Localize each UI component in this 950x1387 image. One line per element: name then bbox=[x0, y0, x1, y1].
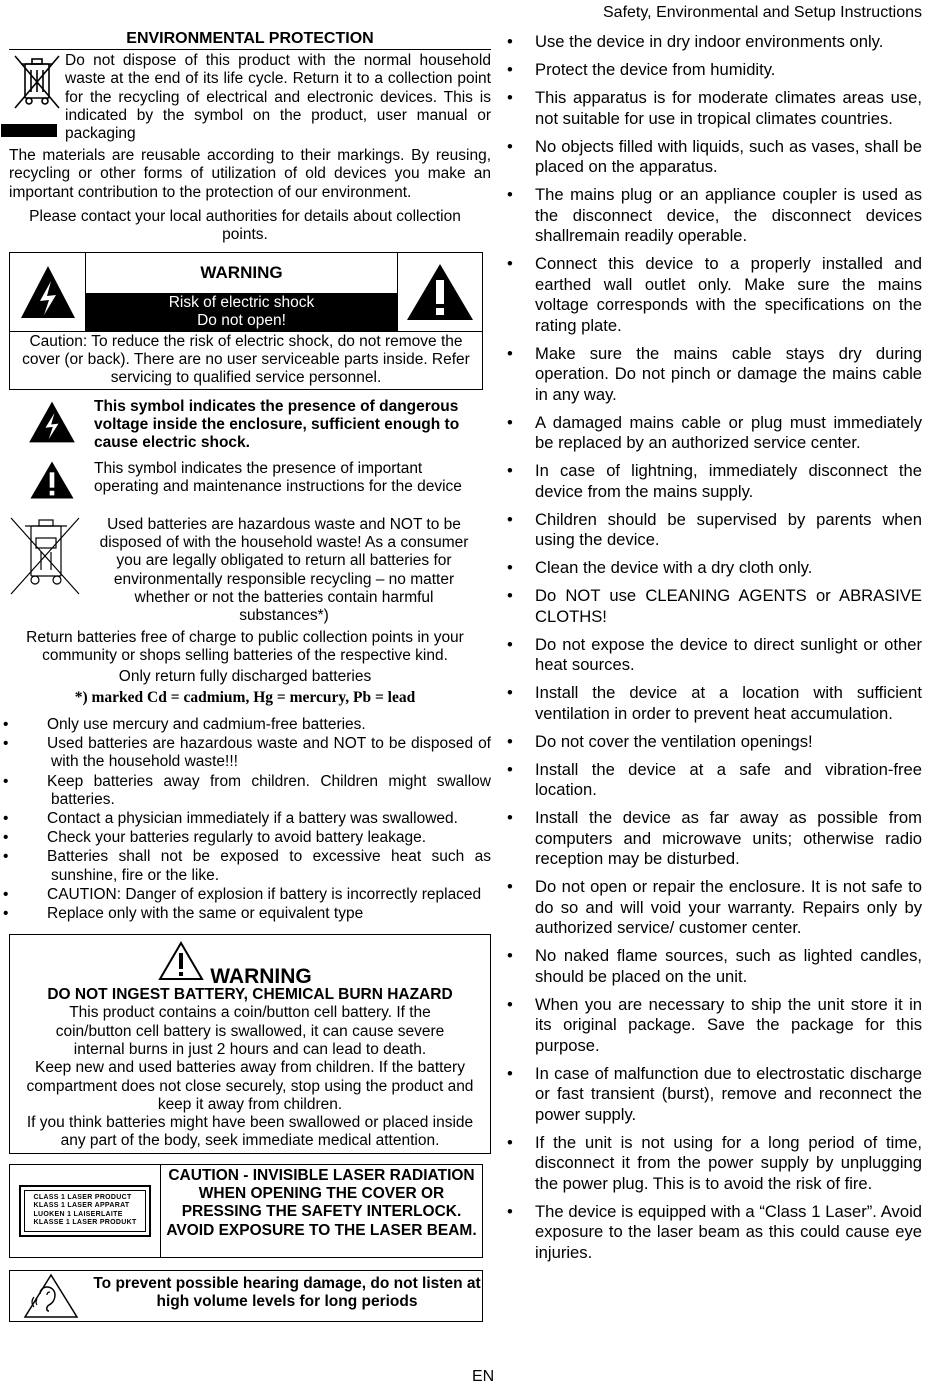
warning2-p1: This product contains a coin/button cell battery. If the coin/button cell battery is swallowed, it can cause severe internal burns in just 2 hours and can lead to death. bbox=[55, 1004, 445, 1058]
env-section bbox=[9, 52, 491, 144]
safety-bullet-item: • In case of lightning, immediately disconnect the device from the mains supply. bbox=[505, 461, 922, 502]
warning2-subtitle: DO NOT INGEST BATTERY, CHEMICAL BURN HAZARD bbox=[47, 986, 453, 1004]
battery-symbol-text: Used batteries are hazardous waste and NOT to be disposed of with the household waste! As a consumer you are legally obligated to return all batteries for environmentally responsible recycling – no matter whether or not the batteries contain harmful substances*) bbox=[99, 515, 469, 625]
battery-bullet-item: • Batteries shall not be exposed to excessive heat such as sunshine, fire or the like. bbox=[9, 848, 491, 885]
battery-return-text: Return batteries free of charge to public collection points in your community or shops selling batteries of the respective kind. bbox=[26, 628, 464, 664]
safety-bullet-item: • Protect the device from humidity. bbox=[505, 60, 922, 81]
safety-bullet-item: • A damaged mains cable or plug must immediately be replaced by an authorized service center. bbox=[505, 413, 922, 454]
env-title: ENVIRONMENTAL PROTECTION bbox=[9, 30, 491, 50]
safety-bullet-item: • Do not expose the device to direct sunlight or other heat sources. bbox=[505, 635, 922, 676]
ingest-battery-warning bbox=[9, 934, 491, 1154]
exclamation-outline-icon bbox=[158, 941, 204, 986]
battery-bullet-item: • Keep batteries away from children. Children might swallow batteries. bbox=[9, 773, 491, 810]
exclamation-triangle-icon bbox=[9, 460, 94, 500]
safety-bullet-item: • Install the device as far away as possible from computers and microwave units; otherwise radio reception may be disturbed. bbox=[505, 808, 922, 870]
left-column bbox=[9, 30, 491, 1322]
safety-bullet-item: • Install the device at a location with sufficient ventilation in order to prevent heat accumulation. bbox=[505, 683, 922, 724]
safety-bullet-item: • When you are necessary to ship the unit store it in its original package. Save the package for this purpose. bbox=[505, 995, 922, 1057]
battery-discharged-text: Only return fully discharged batteries bbox=[118, 668, 372, 686]
battery-bullet-item: • CAUTION: Danger of explosion if battery is incorrectly replaced bbox=[9, 886, 491, 905]
lightning-symbol-row bbox=[9, 398, 491, 453]
hearing-warning-box bbox=[9, 1270, 483, 1322]
safety-bullet-item: • Children should be supervised by parents when using the device. bbox=[505, 510, 922, 551]
warning-line1: Risk of electric shock bbox=[168, 294, 315, 312]
exclamation-symbol-text: This symbol indicates the presence of important operating and maintenance instructions for the device bbox=[94, 459, 462, 496]
laser-label-line: KLASS 1 LASER APPARAT bbox=[33, 1202, 130, 1210]
safety-bullet-item: • Use the device in dry indoor environments only. bbox=[505, 32, 922, 53]
laser-class-label bbox=[10, 1165, 161, 1257]
battery-bullet-item: • Check your batteries regularly to avoid battery leakage. bbox=[9, 829, 491, 848]
lightning-symbol-text: This symbol indicates the presence of dangerous voltage inside the enclosure, sufficient enough to cause electric shock. bbox=[94, 397, 460, 452]
laser-label-line: KLASSE 1 LASER PRODUKT bbox=[33, 1219, 137, 1227]
hearing-ear-icon bbox=[10, 1271, 92, 1321]
safety-bullet-item: • If the unit is not using for a long period of time, disconnect it from the power supply by unplugging the power plug. This is to avoid the risk of fire. bbox=[505, 1133, 922, 1195]
battery-marked-text: *) marked Cd = cadmium, Hg = mercury, Pb = lead bbox=[74, 689, 416, 707]
laser-label-line: LUOKEN 1 LAISERLAITE bbox=[33, 1210, 123, 1218]
safety-bullet-item: • Make sure the mains cable stays dry during operation. Do not pinch or damage the mains cable in any way. bbox=[505, 344, 922, 406]
lightning-triangle-icon bbox=[9, 398, 94, 444]
battery-bullet-item: • Contact a physician immediately if a battery was swallowed. bbox=[9, 810, 491, 829]
safety-bullet-item: • The mains plug or an appliance coupler is used as the disconnect device, the disconnect devices shallremain readily operable. bbox=[505, 185, 922, 247]
warning-line2: Do not open! bbox=[197, 312, 286, 330]
warning-title: WARNING bbox=[200, 263, 283, 283]
safety-bullet-item: • Do not cover the ventilation openings! bbox=[505, 732, 922, 753]
laser-label-line: CLASS 1 LASER PRODUCT bbox=[33, 1193, 132, 1201]
battery-bin-icon bbox=[9, 516, 89, 596]
warning2-p3: If you think batteries might have been swallowed or placed inside any part of the body, seek immediate medical attention. bbox=[26, 1114, 474, 1150]
warning2-title: WARNING bbox=[210, 964, 312, 988]
lightning-triangle-icon bbox=[10, 253, 85, 331]
exclamation-symbol-row bbox=[9, 460, 491, 500]
env-p2: Please contact your local authorities for details about collection points. bbox=[29, 207, 461, 244]
safety-bullet-list bbox=[505, 32, 922, 1263]
hearing-warning-text: To prevent possible hearing damage, do not listen at high volume levels for long periods bbox=[93, 1274, 481, 1311]
electric-shock-warning bbox=[9, 252, 483, 389]
safety-bullet-item: • Connect this device to a properly installed and earthed wall outlet only. Make sure the mains voltage corresponds with the specifications on the rating plate. bbox=[505, 254, 922, 336]
page-header: Safety, Environmental and Setup Instructions bbox=[603, 4, 922, 21]
safety-bullet-item: • This apparatus is for moderate climates areas use, not suitable for use in tropical climates countries. bbox=[505, 88, 922, 129]
warning2-p2: Keep new and used batteries away from children. If the battery compartment does not close securely, stop using the product and keep it away from children. bbox=[26, 1059, 474, 1113]
safety-bullet-item: • The device is equipped with a “Class 1 Laser”. Avoid exposure to the laser beam as this could cause eye injuries. bbox=[505, 1202, 922, 1264]
safety-bullet-item: • Do NOT use CLEANING AGENTS or ABRASIVE CLOTHS! bbox=[505, 586, 922, 627]
laser-caution-text: CAUTION - INVISIBLE LASER RADIATION WHEN OPENING THE COVER OR PRESSING THE SAFETY INTERLOCK. AVOID EXPOSURE TO THE LASER BEAM. bbox=[166, 1166, 477, 1239]
safety-bullet-item: • No naked flame sources, such as lighted candles, should be placed on the unit. bbox=[505, 946, 922, 987]
warning-caution: Caution: To reduce the risk of electric shock, do not remove the cover (or back). There are no user serviceable parts inside. Refer servicing to qualified service personnel. bbox=[22, 333, 470, 387]
env-text: Do not dispose of this product with the normal household waste at the end of its life cycle. Return it to a collection point for the recycling of electrical and electronic devices. This is indicated by the symbol on the product, user manual or packaging bbox=[65, 52, 491, 143]
battery-bullet-list bbox=[9, 716, 491, 924]
battery-bullet-item: • Used batteries are hazardous waste and NOT to be disposed of with the household waste!!! bbox=[9, 735, 491, 772]
battery-bullet-item: • Replace only with the same or equivalent type bbox=[9, 905, 491, 924]
env-p1: The materials are reusable according to their markings. By reusing, recycling or other forms of utilization of old devices you make an important contribution to the protection of our environment. bbox=[9, 147, 491, 201]
laser-caution-box bbox=[9, 1164, 483, 1258]
safety-bullet-item: • In case of malfunction due to electrostatic discharge or fast transient (burst), remove and reconnect the power supply. bbox=[505, 1064, 922, 1126]
page-footer: EN bbox=[472, 1368, 495, 1385]
safety-bullet-item: • Do not open or repair the enclosure. It is not safe to do so and will void your warranty. Repairs only by authorized service/ customer center. bbox=[505, 877, 922, 939]
battery-bullet-item: • Only use mercury and cadmium-free batteries. bbox=[9, 716, 491, 735]
safety-bullet-item: • Clean the device with a dry cloth only. bbox=[505, 558, 922, 579]
safety-bullet-item: • Install the device at a safe and vibration-free location. bbox=[505, 760, 922, 801]
safety-bullet-item: • No objects filled with liquids, such as vases, shall be placed on the apparatus. bbox=[505, 137, 922, 178]
weee-bin-icon bbox=[9, 52, 65, 144]
right-column bbox=[505, 32, 922, 1271]
exclamation-triangle-icon bbox=[398, 253, 482, 331]
battery-symbol-row bbox=[9, 516, 491, 626]
weee-bar bbox=[1, 124, 57, 137]
